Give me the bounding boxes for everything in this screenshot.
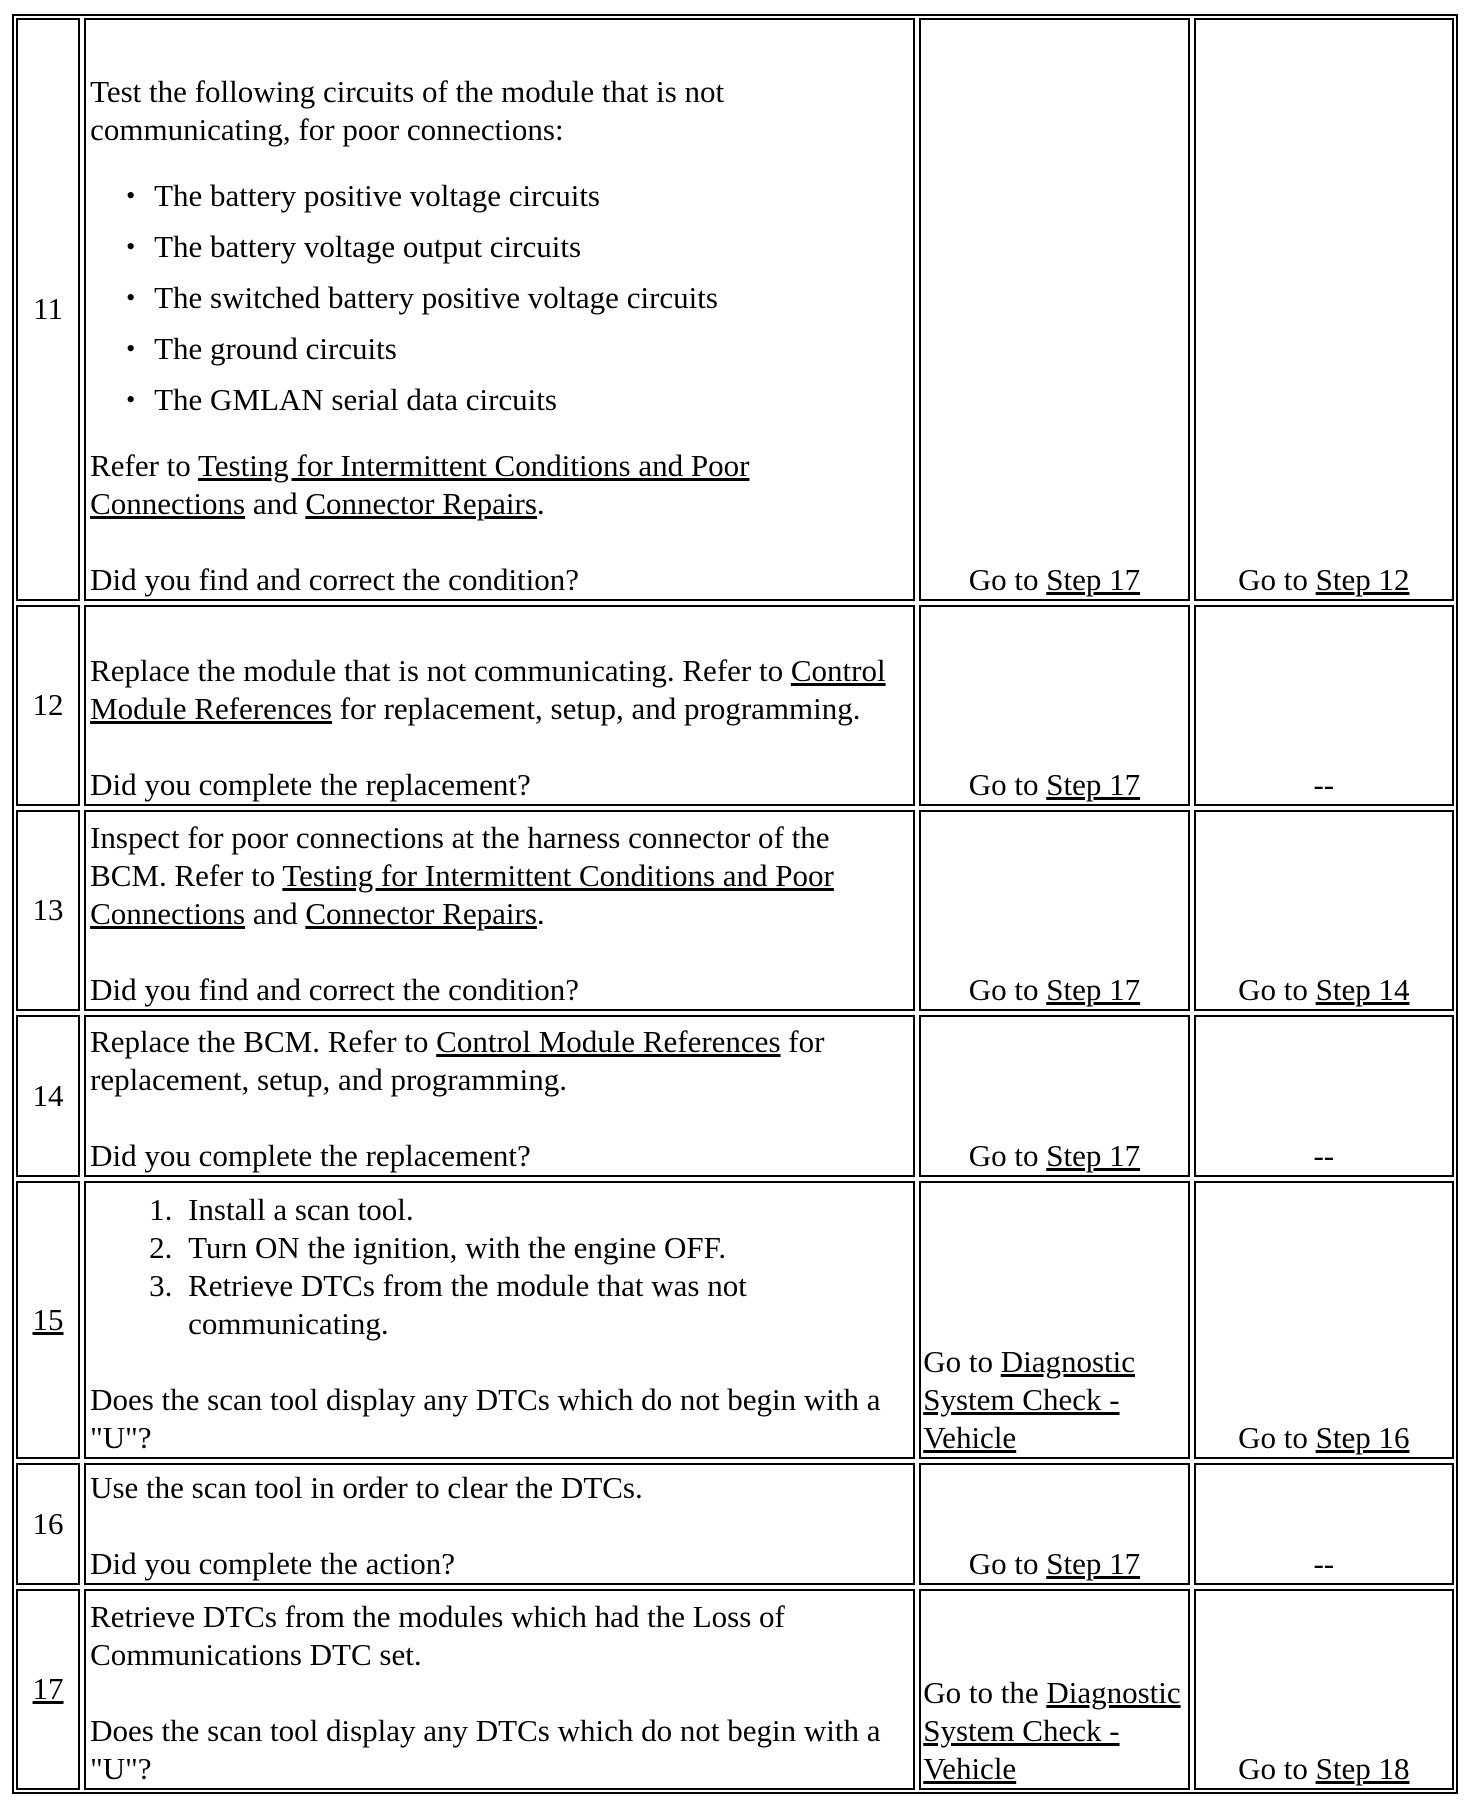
question-text: Did you find and correct the condition? bbox=[90, 561, 580, 597]
table-row bbox=[16, 18, 1454, 601]
no-cell bbox=[1194, 18, 1454, 601]
yes-prefix: Go to the bbox=[923, 1675, 1047, 1710]
action-cell bbox=[84, 18, 915, 601]
table-row bbox=[16, 810, 1454, 1011]
step-number: 13 bbox=[16, 810, 80, 1011]
step-number: 12 bbox=[16, 605, 80, 806]
question-text: Did you complete the replacement? bbox=[90, 766, 531, 802]
yes-prefix: Go to bbox=[923, 1344, 1001, 1380]
yes-prefix: Go to bbox=[968, 971, 1047, 1007]
action-cell bbox=[84, 605, 915, 806]
list-item: 1. Install a scan tool. bbox=[180, 1191, 909, 1229]
list-item: • The battery positive voltage circuits bbox=[154, 177, 909, 215]
question-text: Did you complete the action? bbox=[90, 1545, 456, 1581]
action-cell bbox=[84, 810, 915, 1011]
no-cell: -- bbox=[1194, 1463, 1454, 1585]
diagnostic-system-check-link[interactable]: Diagnostic System Check - Vehicle bbox=[923, 1675, 1181, 1786]
no-prefix: Go to bbox=[1238, 1751, 1316, 1786]
step-17-number-link[interactable]: 17 bbox=[32, 1671, 64, 1707]
step-17-link[interactable]: Step 17 bbox=[1046, 1545, 1141, 1581]
action-suffix: for replacement, setup, and programming. bbox=[331, 690, 861, 726]
yes-cell bbox=[919, 1015, 1189, 1177]
testing-intermittent-link[interactable]: Testing for Intermittent Conditions and Poor Connections bbox=[90, 447, 750, 521]
no-cell: -- bbox=[1194, 605, 1454, 806]
yes-prefix: Go to bbox=[968, 766, 1047, 802]
step-16-link[interactable]: Step 16 bbox=[1315, 1420, 1410, 1456]
connector-repairs-link[interactable]: Connector Repairs bbox=[305, 895, 537, 931]
list-item: 2. Turn ON the ignition, with the engine OFF. bbox=[180, 1229, 909, 1267]
no-prefix: Go to bbox=[1238, 971, 1316, 1007]
step-12-link[interactable]: Step 12 bbox=[1315, 561, 1410, 597]
procedure-list bbox=[90, 1191, 909, 1343]
yes-cell bbox=[919, 1463, 1189, 1585]
no-cell: -- bbox=[1194, 1015, 1454, 1177]
table-row bbox=[16, 605, 1454, 806]
action-end: . bbox=[536, 895, 545, 931]
yes-cell bbox=[919, 18, 1189, 601]
action-intro: Test the following circuits of the module that is not communicating, for poor connections: bbox=[90, 73, 725, 147]
step-14-link[interactable]: Step 14 bbox=[1315, 971, 1410, 1007]
step-17-link[interactable]: Step 17 bbox=[1046, 1138, 1141, 1174]
step-17-link[interactable]: Step 17 bbox=[1046, 766, 1141, 802]
step-number: 16 bbox=[16, 1463, 80, 1585]
list-item: 3. Retrieve DTCs from the module that was not communicating. bbox=[180, 1267, 909, 1343]
circuit-list bbox=[90, 177, 909, 419]
step-18-link[interactable]: Step 18 bbox=[1315, 1751, 1410, 1786]
list-item: • The battery voltage output circuits bbox=[154, 228, 909, 266]
action-cell bbox=[84, 1589, 915, 1790]
action-prefix: Replace the BCM. Refer to bbox=[90, 1024, 437, 1060]
yes-prefix: Go to bbox=[968, 1545, 1047, 1581]
step-number bbox=[16, 1589, 80, 1790]
diagnostic-table-frame bbox=[12, 14, 1458, 1794]
yes-cell bbox=[919, 1181, 1189, 1459]
action-suffix: for replacement, setup, and programming. bbox=[90, 1024, 825, 1098]
question-text: Did you complete the replacement? bbox=[90, 1138, 531, 1174]
table-row bbox=[16, 1463, 1454, 1585]
no-cell bbox=[1194, 810, 1454, 1011]
connector-repairs-link[interactable]: Connector Repairs bbox=[305, 485, 537, 521]
step-number: 11 bbox=[16, 18, 80, 601]
action-cell bbox=[84, 1463, 915, 1585]
refer-prefix: Refer to bbox=[90, 447, 198, 483]
action-cell bbox=[84, 1181, 915, 1459]
diagnostic-system-check-link[interactable]: Diagnostic System Check - Vehicle bbox=[923, 1344, 1136, 1456]
question-text: Does the scan tool display any DTCs which do not begin with a "U"? bbox=[90, 1713, 881, 1786]
yes-cell bbox=[919, 810, 1189, 1011]
refer-mid: and bbox=[245, 485, 306, 521]
control-module-references-link[interactable]: Control Module References bbox=[436, 1024, 781, 1060]
table-row bbox=[16, 1015, 1454, 1177]
question-text: Did you find and correct the condition? bbox=[90, 971, 580, 1007]
yes-cell bbox=[919, 605, 1189, 806]
list-item: • The ground circuits bbox=[154, 330, 909, 368]
yes-cell bbox=[919, 1589, 1189, 1790]
yes-prefix: Go to bbox=[968, 561, 1047, 597]
step-15-link[interactable]: 15 bbox=[32, 1302, 64, 1338]
diagnostic-steps-table bbox=[12, 14, 1458, 1794]
list-item: • The switched battery positive voltage circuits bbox=[154, 279, 909, 317]
step-number bbox=[16, 1181, 80, 1459]
step-17-link[interactable]: Step 17 bbox=[1046, 561, 1141, 597]
question-text: Does the scan tool display any DTCs which do not begin with a "U"? bbox=[90, 1382, 881, 1456]
no-cell bbox=[1194, 1589, 1454, 1790]
control-module-references-link[interactable]: Control Module References bbox=[90, 652, 886, 726]
action-text bbox=[90, 819, 909, 933]
refer-end: . bbox=[536, 485, 545, 521]
action-text bbox=[90, 652, 909, 728]
testing-intermittent-link[interactable]: Testing for Intermittent Conditions and Poor Connections bbox=[90, 857, 834, 931]
action-text bbox=[90, 1023, 909, 1099]
step-number: 14 bbox=[16, 1015, 80, 1177]
action-text: Retrieve DTCs from the modules which had the Loss of Communications DTC set. bbox=[90, 1599, 785, 1672]
action-cell bbox=[84, 1015, 915, 1177]
action-prefix: Replace the module that is not communicating. Refer to bbox=[90, 652, 791, 688]
no-prefix: Go to bbox=[1238, 1420, 1316, 1456]
refer-text bbox=[90, 447, 909, 523]
table-row bbox=[16, 1181, 1454, 1459]
table-row bbox=[16, 1589, 1454, 1790]
no-cell bbox=[1194, 1181, 1454, 1459]
yes-prefix: Go to bbox=[968, 1138, 1047, 1174]
action-prefix: Inspect for poor connections at the harness connector of the BCM. Refer to bbox=[90, 819, 830, 893]
no-prefix: Go to bbox=[1238, 561, 1316, 597]
list-item: • The GMLAN serial data circuits bbox=[154, 381, 909, 419]
step-17-link[interactable]: Step 17 bbox=[1046, 971, 1141, 1007]
action-mid: and bbox=[245, 895, 306, 931]
action-text: Use the scan tool in order to clear the DTCs. bbox=[90, 1469, 643, 1505]
